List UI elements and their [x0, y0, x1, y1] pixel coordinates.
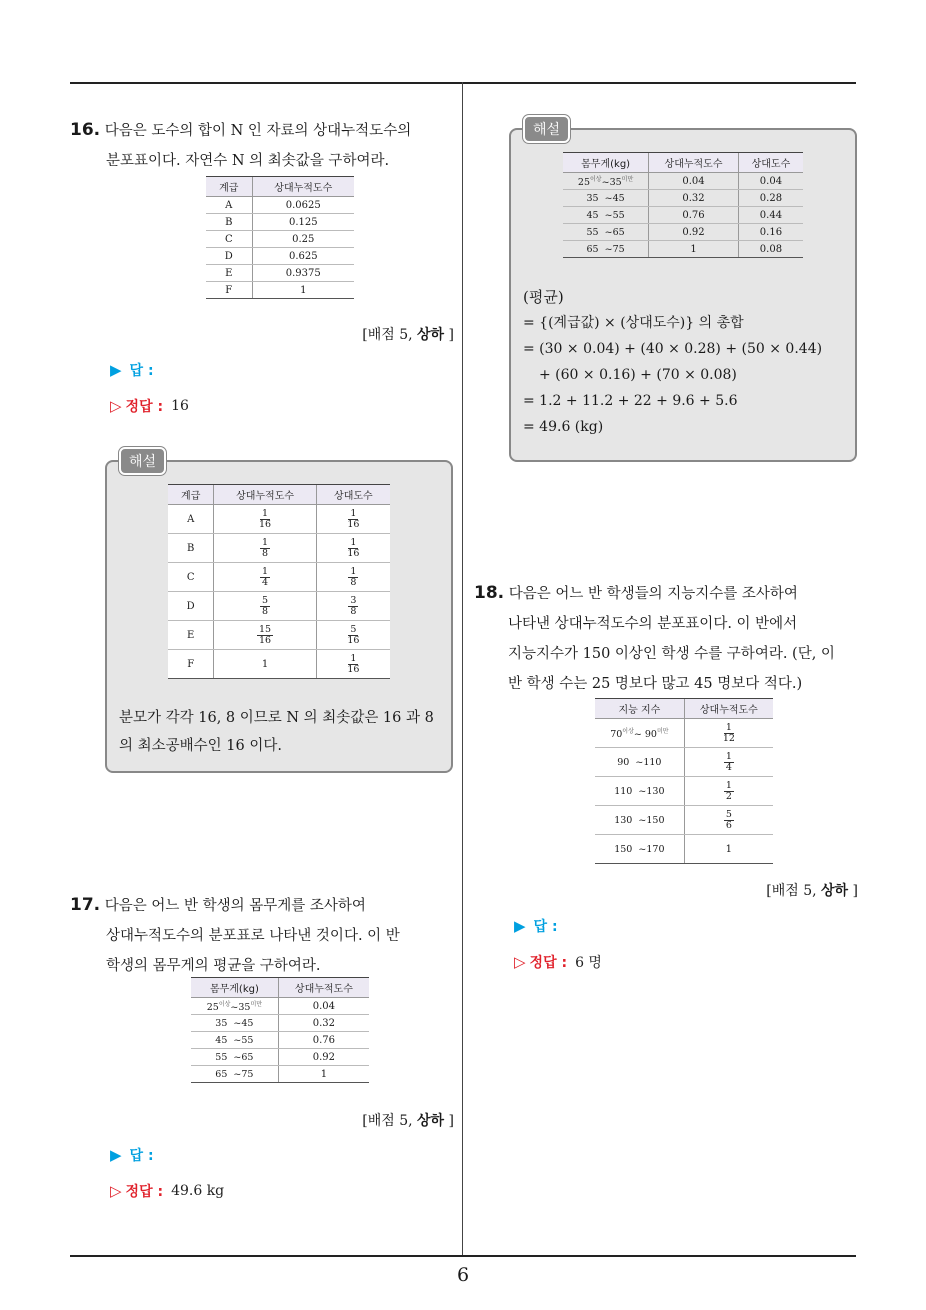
table-row: A 0.0625	[206, 197, 354, 214]
table-row: 55 ~65 0.92	[191, 1049, 369, 1066]
equation-line: = {(계급값) × (상대도수)} 의 총합	[523, 315, 744, 331]
table-header: 지능 지수	[595, 699, 684, 719]
table-header: 계급	[168, 485, 214, 505]
filled-triangle-icon: ▶	[514, 917, 526, 935]
table-row: 45 ~55 0.76 0.44	[563, 207, 803, 224]
q18-table	[595, 698, 773, 864]
table-row: 90 ~110 $\frac{1}{4}$	[595, 748, 773, 777]
table-row: 65 ~75 1 0.08	[563, 241, 803, 258]
solution-tag: 해설	[119, 447, 166, 475]
correct-answer-row	[514, 952, 602, 972]
table-row: B $\frac{1}{8}$ $\frac{1}{16}$	[168, 534, 390, 563]
filled-triangle-icon: ▶	[110, 1146, 122, 1164]
table-row: 110 ~130 $\frac{1}{2}$	[595, 777, 773, 806]
table-row: C 0.25	[206, 231, 354, 248]
table-header: 상대누적도수	[252, 177, 354, 197]
score-label: [배점 5, 상하 ]	[362, 327, 454, 343]
table-row: E 0.9375	[206, 265, 354, 282]
question-18	[474, 578, 864, 699]
question-text: 다음은 도수의 합이 N 인 자료의 상대누적도수의	[104, 123, 412, 139]
correct-answer-row	[110, 1181, 224, 1201]
table-row: 130 ~150 $\frac{5}{6}$	[595, 806, 773, 835]
solution-tag: 해설	[523, 115, 570, 143]
table-header: 계급	[206, 177, 252, 197]
score-label: [배점 5, 상하 ]	[766, 883, 858, 899]
question-number: 17.	[70, 895, 101, 915]
equation-line: = (30 × 0.04) + (40 × 0.28) + (50 × 0.44)	[523, 341, 823, 357]
equation-line: = 49.6 (kg)	[523, 419, 604, 435]
question-text: 반 학생 수는 25 명보다 많고 45 명보다 적다.)	[508, 676, 803, 692]
question-17	[70, 890, 450, 981]
question-number: 16.	[70, 120, 101, 140]
q17-table	[191, 977, 369, 1083]
question-text: 지능지수가 150 이상인 학생 수를 구하여라. (단, 이	[508, 646, 835, 662]
table-header: 상대누적도수	[649, 153, 739, 173]
q16-solution-table	[168, 484, 390, 679]
table-row: E $\frac{15}{16}$ $\frac{5}{16}$	[168, 621, 390, 650]
filled-triangle-icon: ▶	[110, 361, 122, 379]
table-row: F 1	[206, 282, 354, 299]
equation-line: + (60 × 0.16) + (70 × 0.08)	[539, 367, 737, 383]
q16-table	[206, 176, 354, 299]
outline-triangle-icon: ▷	[110, 1182, 122, 1200]
table-header: 상대누적도수	[278, 978, 369, 998]
table-header: 상대누적도수	[214, 485, 316, 505]
column-divider	[462, 82, 463, 1257]
top-rule	[70, 82, 856, 84]
table-header: 상대도수	[316, 485, 390, 505]
score-label: [배점 5, 상하 ]	[362, 1113, 454, 1129]
correct-label: 정답 :	[125, 399, 164, 415]
table-row: $25^{이상}\sim 35^{미만}$ 0.04	[191, 998, 369, 1015]
outline-triangle-icon: ▷	[110, 397, 122, 415]
table-row: A $\frac{1}{16}$ $\frac{1}{16}$	[168, 505, 390, 534]
table-header: 몸무게(kg)	[563, 153, 649, 173]
equation-line: = 1.2 + 11.2 + 22 + 9.6 + 5.6	[523, 393, 738, 409]
table-row: 150 ~170 1	[595, 835, 773, 864]
table-row: C $\frac{1}{4}$ $\frac{1}{8}$	[168, 563, 390, 592]
question-text: 상대누적도수의 분포표로 나타낸 것이다. 이 반	[106, 928, 400, 944]
answer-row	[110, 360, 154, 380]
correct-value: 49.6 kg	[171, 1183, 225, 1199]
table-row: 65 ~75 1	[191, 1066, 369, 1083]
outline-triangle-icon: ▷	[514, 953, 526, 971]
question-text: 학생의 몸무게의 평균을 구하여라.	[106, 958, 321, 974]
table-header: 몸무게(kg)	[191, 978, 278, 998]
question-16	[70, 115, 450, 176]
answer-label: 답 :	[129, 363, 154, 379]
q17-solution-table	[563, 152, 803, 258]
question-text: 다음은 어느 반 학생들의 지능지수를 조사하여	[508, 586, 798, 602]
correct-value: 6 명	[575, 955, 602, 971]
table-header: 상대도수	[738, 153, 803, 173]
correct-label: 정답 :	[125, 1184, 164, 1200]
answer-row	[514, 916, 558, 936]
table-header: 상대누적도수	[684, 699, 773, 719]
answer-row	[110, 1145, 154, 1165]
table-row: B 0.125	[206, 214, 354, 231]
table-row: $25^{이상}\sim 35^{미만}$ 0.04 0.04	[563, 173, 803, 190]
answer-label: 답 :	[533, 919, 558, 935]
table-row: 35 ~45 0.32	[191, 1015, 369, 1032]
table-row: 35 ~45 0.32 0.28	[563, 190, 803, 207]
table-row: 55 ~65 0.92 0.16	[563, 224, 803, 241]
bottom-rule	[70, 1255, 856, 1257]
question-text: 나타낸 상대누적도수의 분포표이다. 이 반에서	[508, 616, 798, 632]
answer-label: 답 :	[129, 1148, 154, 1164]
correct-label: 정답 :	[529, 955, 568, 971]
question-text: 분포표이다. 자연수 N 의 최솟값을 구하여라.	[106, 153, 390, 169]
correct-answer-row	[110, 396, 189, 416]
table-row: 45 ~55 0.76	[191, 1032, 369, 1049]
correct-value: 16	[171, 398, 189, 414]
table-row: D $\frac{5}{8}$ $\frac{3}{8}$	[168, 592, 390, 621]
question-text: 다음은 어느 반 학생의 몸무게를 조사하여	[104, 898, 366, 914]
q17-solution-math	[523, 284, 853, 440]
table-row: D 0.625	[206, 248, 354, 265]
q16-solution-text: 분모가 각각 16, 8 이므로 N 의 최솟값은 16 과 8 의 최소공배수인 16 이다.	[119, 710, 434, 754]
table-row: F 1 $\frac{1}{16}$	[168, 650, 390, 679]
page-number: 6	[456, 1264, 470, 1286]
question-number: 18.	[474, 583, 505, 603]
table-row: $70^{이상}\sim$ $90^{미만}$ $\frac{1}{12}$	[595, 719, 773, 748]
mean-title: (평균)	[523, 288, 564, 306]
